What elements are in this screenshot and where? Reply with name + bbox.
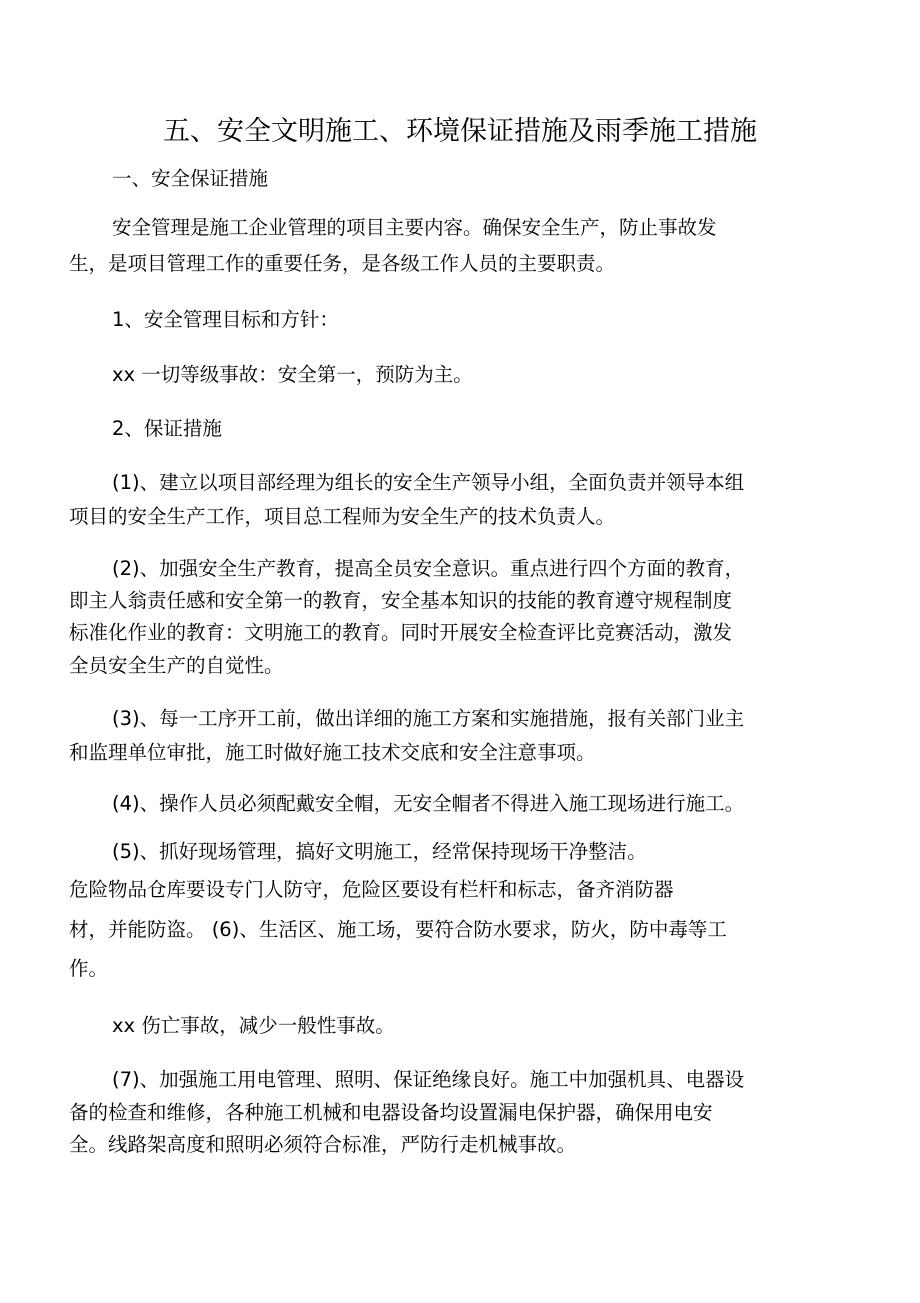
paragraph-line: (3)、每一工序开工前，做出详细的施工方案和实施措施，报有关部门业主 bbox=[112, 707, 745, 730]
subsection-heading: 1、安全管理目标和方针： bbox=[112, 308, 339, 331]
paragraph-line: 和监理单位审批，施工时做好施工技术交底和安全注意事项。 bbox=[69, 741, 596, 764]
paragraph-line: xx 伤亡事故，减少一般性事故。 bbox=[112, 1014, 395, 1037]
paragraph-line: (4)、操作人员必须配戴安全帽，无安全帽者不得进入施工现场进行施工。 bbox=[112, 792, 745, 815]
paragraph-line: 生，是项目管理工作的重要任务，是各级工作人员的主要职责。 bbox=[69, 252, 616, 275]
paragraph-line: (7)、加强施工用电管理、照明、保证绝缘良好。施工中加强机具、电器设 bbox=[112, 1068, 745, 1091]
paragraph-line: 项目的安全生产工作，项目总工程师为安全生产的技术负责人。 bbox=[69, 505, 616, 528]
subsection-heading: 2、保证措施 bbox=[112, 417, 222, 440]
paragraph-line: 标准化作业的教育：文明施工的教育。同时开展安全检查评比竞赛活动，激发 bbox=[69, 621, 733, 644]
paragraph-line: (1)、建立以项目部经理为组长的安全生产领导小组，全面负责并领导本组 bbox=[112, 471, 745, 494]
paragraph-line: 全。线路架高度和照明必须符合标准，严防行走机械事故。 bbox=[69, 1133, 577, 1156]
paragraph-line: xx 一切等级事故：安全第一，预防为主。 bbox=[112, 363, 473, 386]
paragraph-line: (2)、加强安全生产教育，提高全员安全意识。重点进行四个方面的教育， bbox=[112, 557, 745, 580]
paragraph-line: 作。 bbox=[69, 957, 109, 980]
document-title: 五、安全文明施工、环境保证措施及雨季施工措施 bbox=[163, 116, 757, 147]
paragraph-line: 安全管理是施工企业管理的项目主要内容。确保安全生产，防止事故发 bbox=[112, 216, 717, 239]
section-heading: 一、安全保证措施 bbox=[112, 167, 269, 190]
paragraph-line: 材，并能防盗。 (6)、生活区、施工场，要符合防水要求，防火，防中毒等工 bbox=[69, 918, 727, 941]
paragraph-line: 备的检查和维修，各种施工机械和电器设备均设置漏电保护器，确保用电安 bbox=[69, 1101, 713, 1124]
paragraph-line: 危险物品仓库要设专门人防守，危险区要设有栏杆和标志，备齐消防器 bbox=[69, 878, 674, 901]
paragraph-line: 全员安全生产的自觉性。 bbox=[69, 654, 284, 677]
paragraph-line: (5)、抓好现场管理，搞好文明施工，经常保持现场干净整洁。 bbox=[112, 840, 647, 863]
paragraph-line: 即主人翁责任感和安全第一的教育，安全基本知识的技能的教育遵守规程制度 bbox=[69, 589, 733, 612]
